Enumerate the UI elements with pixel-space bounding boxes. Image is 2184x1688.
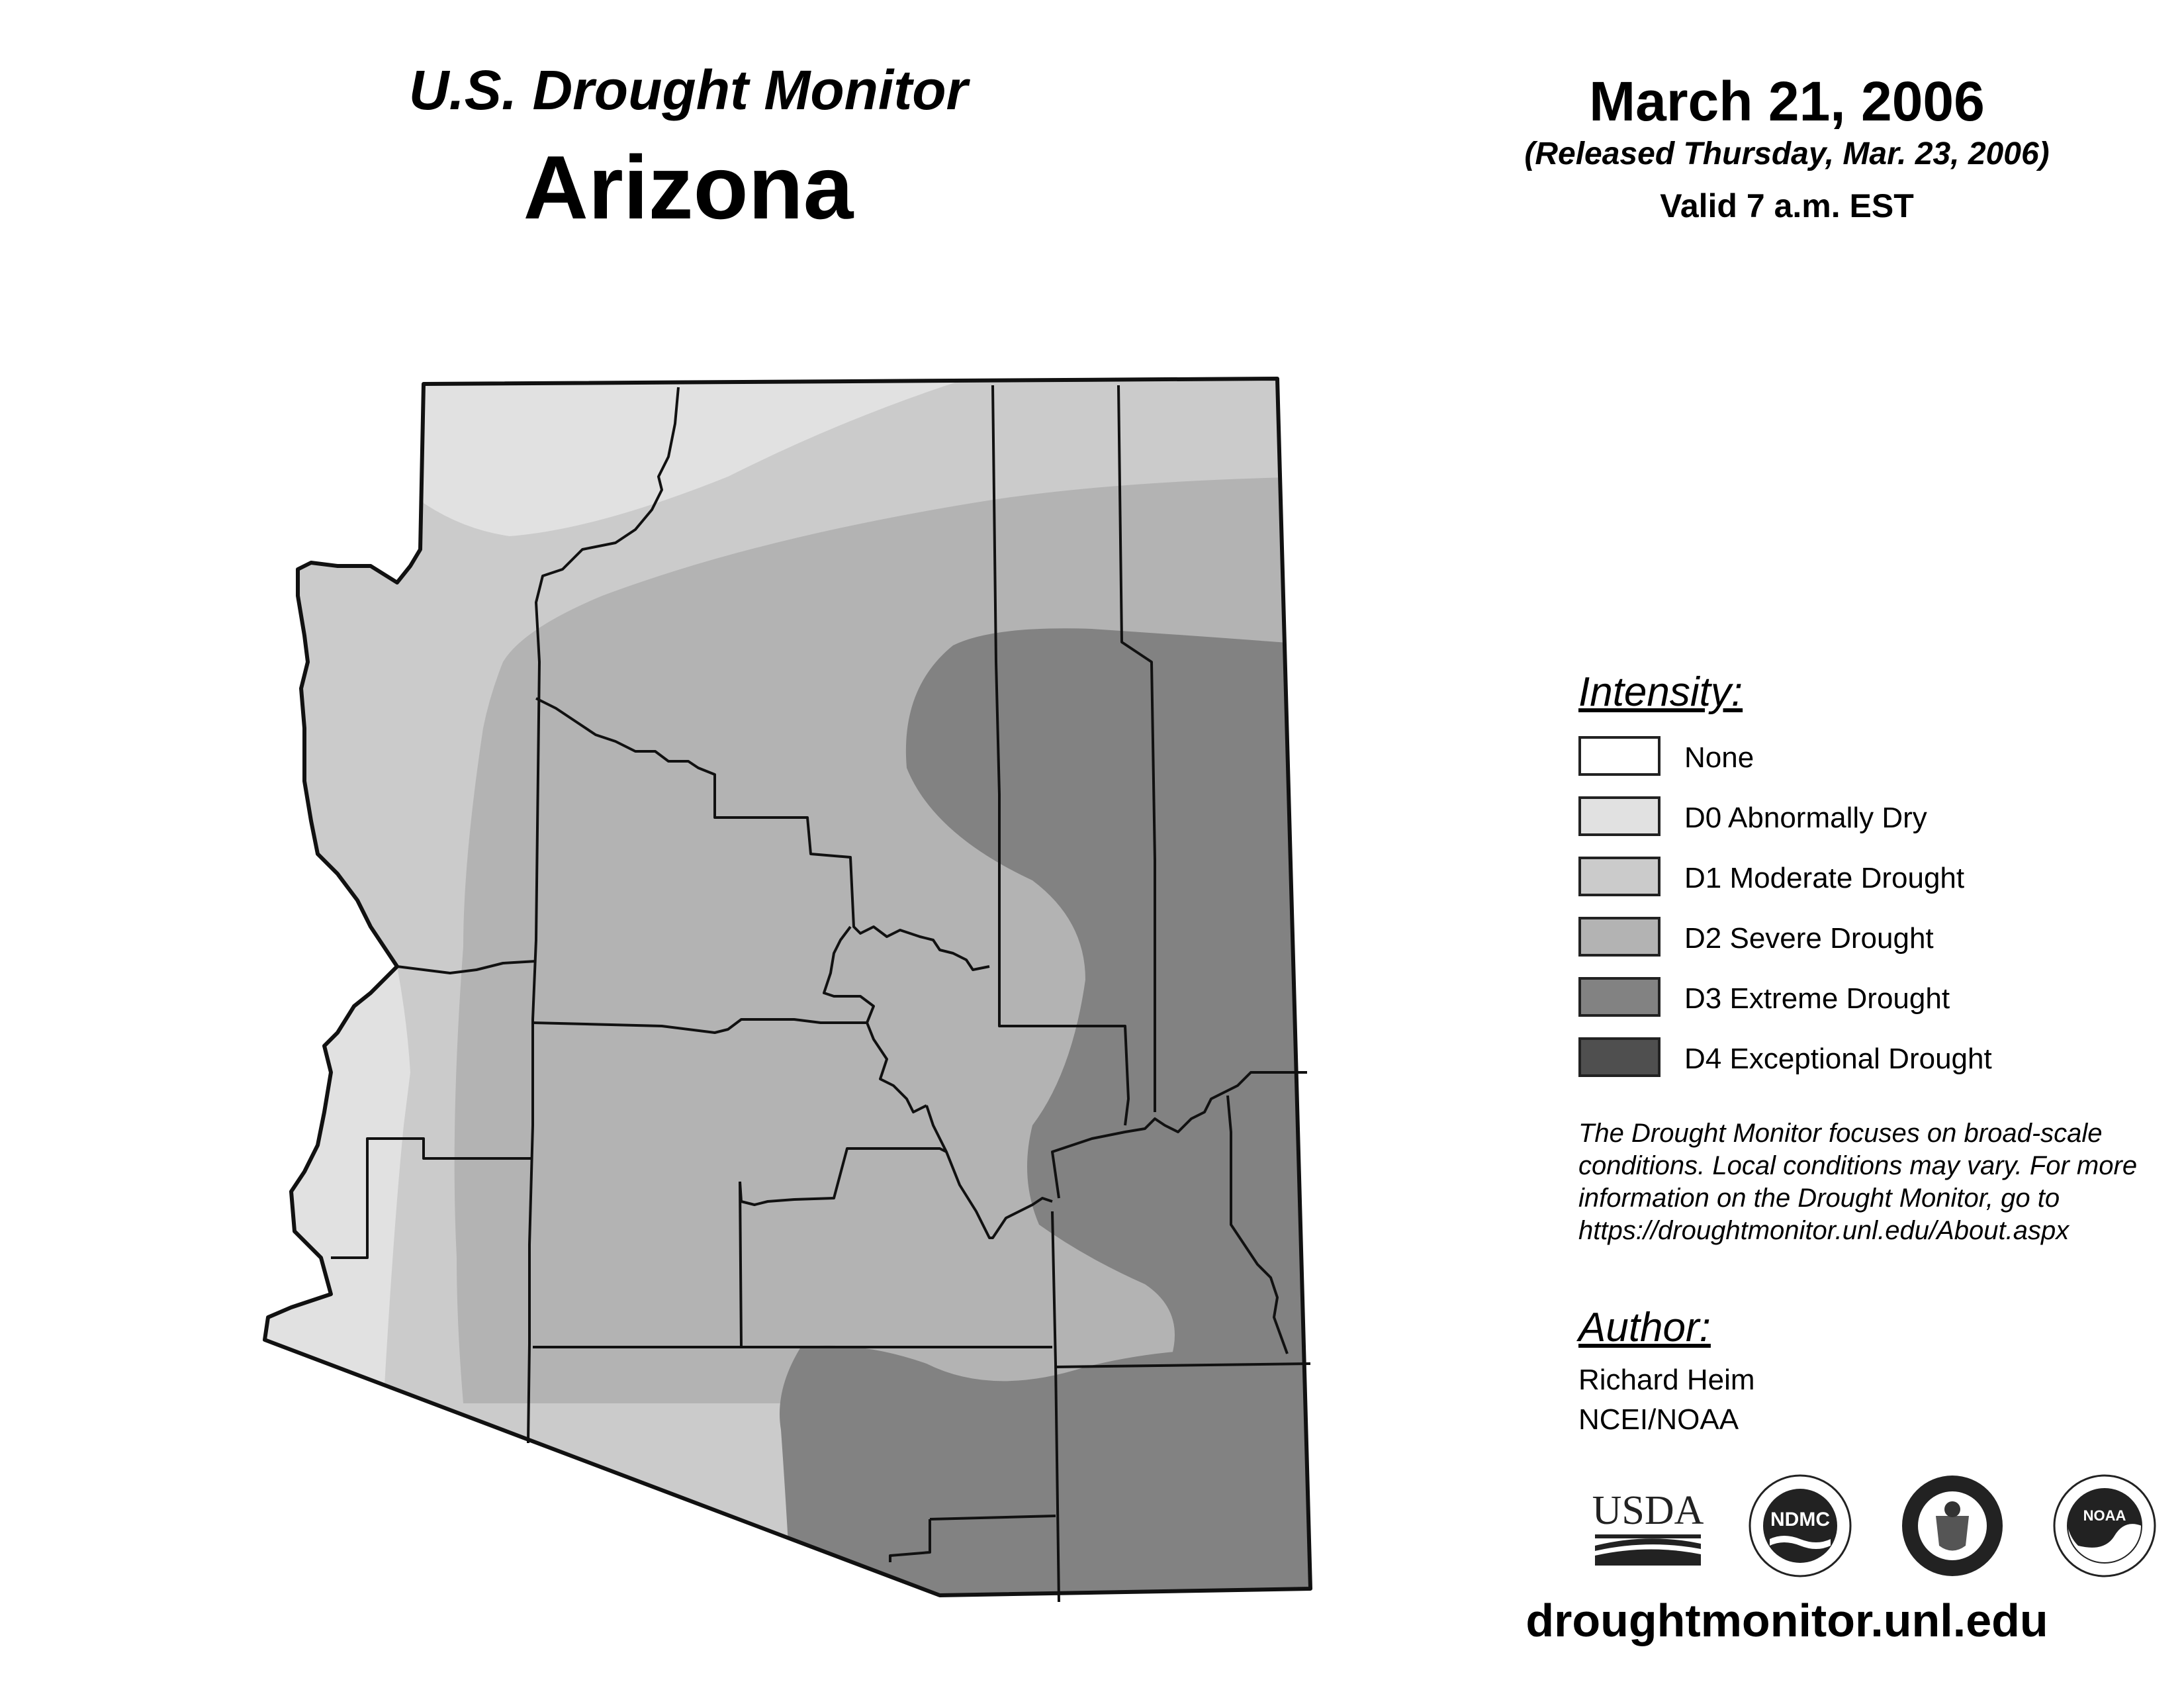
legend-label: D2 Severe Drought bbox=[1684, 922, 1934, 955]
legend-title: Intensity: bbox=[1578, 669, 1743, 715]
legend-swatch bbox=[1578, 977, 1661, 1017]
legend-swatch bbox=[1578, 857, 1661, 896]
author-organization: NCEI/NOAA bbox=[1578, 1403, 1739, 1436]
ndmc-logo bbox=[1747, 1473, 1853, 1579]
state-name: Arizona bbox=[523, 137, 854, 238]
legend-label: None bbox=[1684, 741, 1754, 774]
noaa-logo bbox=[2052, 1473, 2158, 1579]
map-date: March 21, 2006 bbox=[1589, 70, 1985, 132]
commerce-logo bbox=[1899, 1473, 2005, 1579]
disclaimer-note: The Drought Monitor focuses on broad-scale conditions. Local conditions may vary. For more information on the Drought Monitor, go to https://droughtmonitor.unl.edu/About.aspx bbox=[1578, 1119, 2138, 1245]
drought-zones bbox=[199, 331, 1390, 1655]
legend-swatch bbox=[1578, 917, 1661, 957]
legend-swatch bbox=[1578, 796, 1661, 836]
release-date: (Released Thursday, Mar. 23, 2006) bbox=[1524, 136, 2050, 171]
svg-text:USDA: USDA bbox=[1592, 1488, 1704, 1533]
usda-logo bbox=[1588, 1483, 1707, 1569]
legend-label: D3 Extreme Drought bbox=[1684, 982, 1950, 1015]
svg-text:NDMC: NDMC bbox=[1770, 1509, 1830, 1530]
valid-time: Valid 7 a.m. EST bbox=[1660, 187, 1914, 224]
legend-label: D1 Moderate Drought bbox=[1684, 862, 1965, 894]
website-url[interactable]: droughtmonitor.unl.edu bbox=[1525, 1595, 2048, 1646]
legend-label: D4 Exceptional Drought bbox=[1684, 1043, 1992, 1075]
legend-label: D0 Abnormally Dry bbox=[1684, 802, 1927, 834]
legend-swatch bbox=[1578, 736, 1661, 776]
d3-southeast-zone bbox=[780, 1346, 1324, 1655]
d0-southwest-zone bbox=[199, 966, 410, 1397]
svg-text:NOAA: NOAA bbox=[2083, 1507, 2126, 1524]
map-title: U.S. Drought Monitor bbox=[408, 59, 968, 121]
author-name: Richard Heim bbox=[1578, 1364, 1755, 1396]
author-heading: Author: bbox=[1578, 1305, 1711, 1350]
legend-swatch bbox=[1578, 1037, 1661, 1077]
